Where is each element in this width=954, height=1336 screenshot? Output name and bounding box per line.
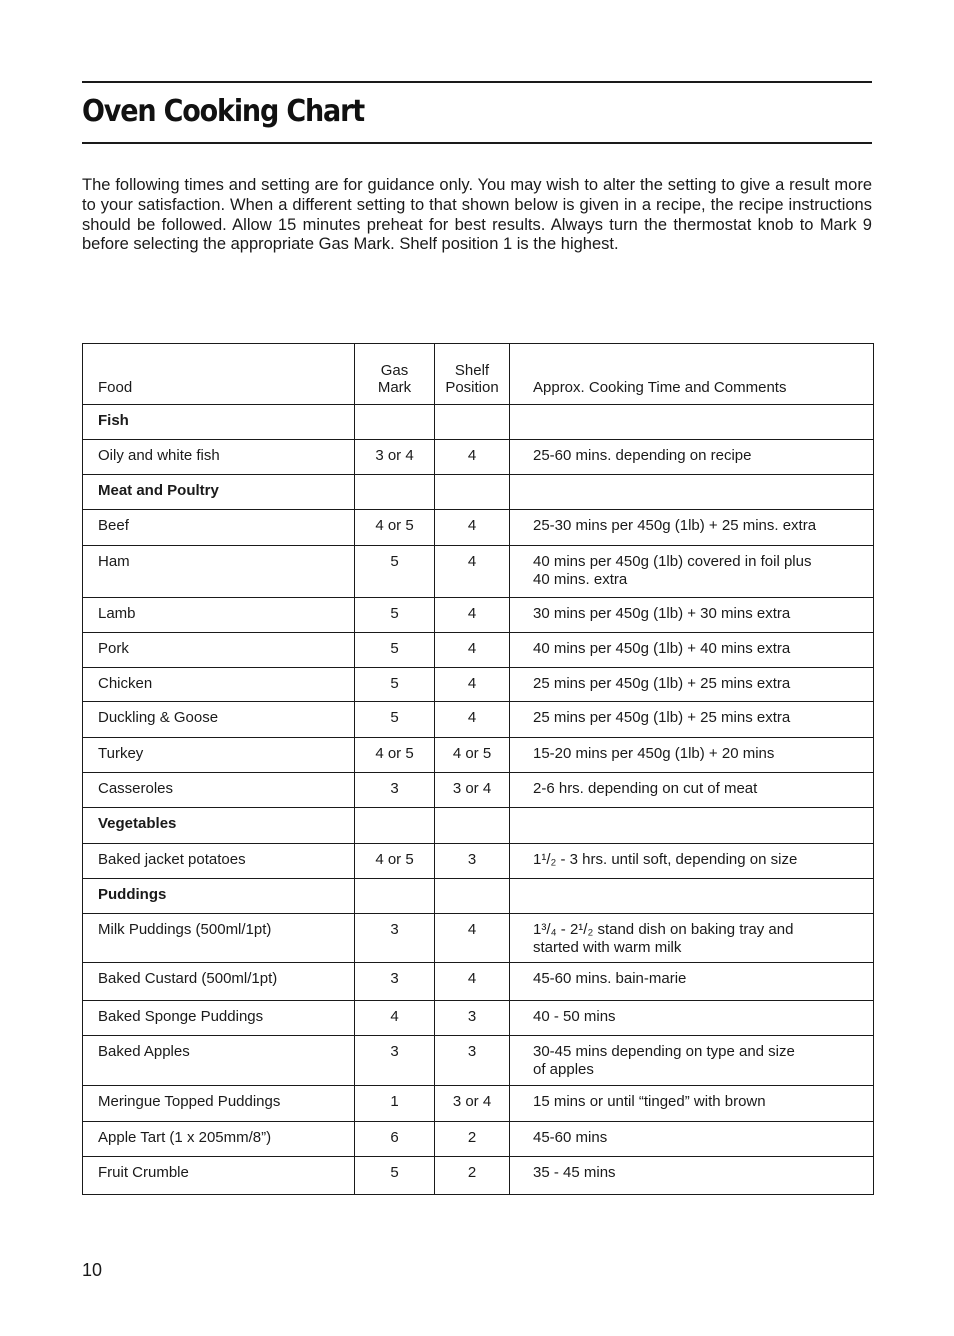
food-cell: Duckling & Goose — [83, 702, 355, 738]
empty-cell — [435, 405, 510, 440]
empty-cell — [355, 808, 435, 843]
food-cell: Oily and white fish — [83, 440, 355, 475]
header-shelf-position — [435, 344, 510, 405]
category-label: Puddings — [83, 878, 355, 913]
shelf-position-cell: 3 — [435, 1036, 510, 1086]
cooking-time-cell — [510, 702, 874, 738]
food-cell: Fruit Crumble — [83, 1156, 355, 1194]
shelf-position-cell: 3 or 4 — [435, 1086, 510, 1121]
cooking-time-cell — [510, 962, 874, 1000]
empty-cell — [435, 475, 510, 510]
table-row — [83, 913, 874, 962]
table-row — [83, 1086, 874, 1121]
empty-cell — [355, 475, 435, 510]
food-cell: Turkey — [83, 738, 355, 773]
cooking-time-line-2: 40 mins. extra — [533, 570, 628, 588]
empty-cell — [355, 405, 435, 440]
table-row — [83, 738, 874, 773]
cooking-time-line-2: started with warm milk — [533, 938, 682, 956]
food-cell: Casseroles — [83, 773, 355, 808]
shelf-position-cell: 3 — [435, 1001, 510, 1036]
cooking-time-line: 25 mins per 450g (1lb) + 25 mins extra — [533, 709, 791, 727]
empty-cell — [510, 405, 874, 440]
cooking-time-line: 25-60 mins. depending on recipe — [533, 447, 752, 465]
cooking-time-cell — [510, 1156, 874, 1194]
gas-mark-cell: 5 — [355, 1156, 435, 1194]
food-cell: Milk Puddings (500ml/1pt) — [83, 913, 355, 962]
cooking-time-line: 40 mins per 450g (1lb) + 40 mins extra — [533, 639, 791, 657]
category-row — [83, 475, 874, 510]
shelf-position-cell: 4 — [435, 510, 510, 545]
table-row — [83, 773, 874, 808]
shelf-position-cell: 4 — [435, 440, 510, 475]
shelf-position-cell: 4 — [435, 597, 510, 632]
food-cell: Baked Sponge Puddings — [83, 1001, 355, 1036]
table-row — [83, 545, 874, 597]
gas-mark-cell: 5 — [355, 667, 435, 701]
cooking-time-line: 1¹/₂ - 3 hrs. until soft, depending on size — [533, 850, 798, 868]
cooking-time-line: 15-20 mins per 450g (1lb) + 20 mins — [533, 745, 775, 763]
header-shelf-line1: Shelf — [454, 362, 490, 379]
title-underline-rule — [82, 142, 872, 144]
cooking-time-line: 25-30 mins per 450g (1lb) + 25 mins. extra — [533, 517, 817, 535]
category-row — [83, 878, 874, 913]
header-food: Food — [83, 344, 355, 405]
header-shelf-line2: Position — [445, 379, 499, 396]
cooking-time-line: 15 mins or until “tinged” with brown — [533, 1093, 766, 1111]
cooking-time-line: 1³/₄ - 2¹/₂ stand dish on baking tray and — [533, 920, 794, 938]
page-number: 10 — [82, 1260, 103, 1280]
table-row — [83, 702, 874, 738]
cooking-time-cell — [510, 1121, 874, 1156]
table-row — [83, 667, 874, 701]
cooking-time-cell — [510, 667, 874, 701]
category-row — [83, 405, 874, 440]
food-cell: Apple Tart (1 x 205mm/8”) — [83, 1121, 355, 1156]
cooking-time-line: 45-60 mins. bain-marie — [533, 969, 687, 987]
header-gas-line2: Mark — [377, 379, 412, 396]
empty-cell — [510, 808, 874, 843]
gas-mark-cell: 5 — [355, 702, 435, 738]
shelf-position-cell: 4 — [435, 962, 510, 1000]
table-row — [83, 440, 874, 475]
table-body — [83, 405, 874, 1195]
shelf-position-cell: 4 — [435, 913, 510, 962]
cooking-time-line: 2-6 hrs. depending on cut of meat — [533, 780, 758, 798]
table-row — [83, 843, 874, 878]
cooking-time-cell — [510, 913, 874, 962]
gas-mark-cell: 4 or 5 — [355, 843, 435, 878]
gas-mark-cell: 3 — [355, 773, 435, 808]
table-row — [83, 510, 874, 545]
shelf-position-cell: 2 — [435, 1156, 510, 1194]
table-row — [83, 1121, 874, 1156]
cooking-time-line: 30 mins per 450g (1lb) + 30 mins extra — [533, 604, 791, 622]
top-rule — [82, 81, 872, 83]
table-row — [83, 597, 874, 632]
shelf-position-cell: 4 — [435, 632, 510, 667]
header-gas-mark — [355, 344, 435, 405]
shelf-position-cell: 4 or 5 — [435, 738, 510, 773]
gas-mark-cell: 4 or 5 — [355, 510, 435, 545]
cooking-time-cell — [510, 545, 874, 597]
category-label: Vegetables — [83, 808, 355, 843]
cooking-time-cell — [510, 632, 874, 667]
cooking-time-line: 30-45 mins depending on type and size — [533, 1043, 795, 1061]
table-row — [83, 1001, 874, 1036]
cooking-time-cell — [510, 1086, 874, 1121]
shelf-position-cell: 3 or 4 — [435, 773, 510, 808]
empty-cell — [510, 878, 874, 913]
shelf-position-cell: 4 — [435, 545, 510, 597]
food-cell: Pork — [83, 632, 355, 667]
gas-mark-cell: 3 — [355, 913, 435, 962]
food-cell: Beef — [83, 510, 355, 545]
cooking-time-line: 40 - 50 mins — [533, 1008, 616, 1026]
cooking-time-cell — [510, 1001, 874, 1036]
header-cooking-time: Approx. Cooking Time and Comments — [510, 344, 874, 405]
category-row — [83, 808, 874, 843]
cooking-time-cell — [510, 440, 874, 475]
empty-cell — [435, 808, 510, 843]
cooking-time-line-2: of apples — [533, 1061, 594, 1079]
table-row — [83, 962, 874, 1000]
shelf-position-cell: 3 — [435, 843, 510, 878]
cooking-time-line: 25 mins per 450g (1lb) + 25 mins extra — [533, 674, 791, 692]
cooking-time-line: 40 mins per 450g (1lb) covered in foil plus — [533, 552, 812, 570]
gas-mark-cell: 5 — [355, 632, 435, 667]
gas-mark-cell: 4 or 5 — [355, 738, 435, 773]
food-cell: Chicken — [83, 667, 355, 701]
empty-cell — [355, 878, 435, 913]
gas-mark-cell: 4 — [355, 1001, 435, 1036]
table-row — [83, 1036, 874, 1086]
food-cell: Baked Custard (500ml/1pt) — [83, 962, 355, 1000]
category-label: Fish — [83, 405, 355, 440]
food-cell: Baked Apples — [83, 1036, 355, 1086]
cooking-time-cell — [510, 738, 874, 773]
empty-cell — [435, 878, 510, 913]
page-title: Oven Cooking Chart — [82, 94, 364, 129]
table-header-row — [83, 344, 874, 405]
oven-cooking-table — [82, 343, 874, 1195]
gas-mark-cell: 3 — [355, 962, 435, 1000]
intro-paragraph: The following times and setting are for guidance only. You may wish to alter the setting to give a result more to your satisfaction. When a different setting to that shown below is given in a recipe, the recipe instructions should be followed. Allow 15 minutes preheat for best results. Always turn the thermostat knob to Mark 9 before selecting the appropriate Gas Mark. Shelf position 1 is the highest. — [82, 176, 872, 254]
food-cell: Ham — [83, 545, 355, 597]
cooking-time-cell — [510, 1036, 874, 1086]
shelf-position-cell: 4 — [435, 667, 510, 701]
cooking-time-cell — [510, 510, 874, 545]
gas-mark-cell: 6 — [355, 1121, 435, 1156]
food-cell: Baked jacket potatoes — [83, 843, 355, 878]
gas-mark-cell: 3 — [355, 1036, 435, 1086]
table-row — [83, 632, 874, 667]
empty-cell — [510, 475, 874, 510]
table-row — [83, 1156, 874, 1194]
cooking-time-line: 35 - 45 mins — [533, 1163, 616, 1181]
header-gas-line1: Gas — [380, 362, 409, 379]
gas-mark-cell: 5 — [355, 597, 435, 632]
food-cell: Meringue Topped Puddings — [83, 1086, 355, 1121]
gas-mark-cell: 1 — [355, 1086, 435, 1121]
shelf-position-cell: 4 — [435, 702, 510, 738]
gas-mark-cell: 5 — [355, 545, 435, 597]
gas-mark-cell: 3 or 4 — [355, 440, 435, 475]
food-cell: Lamb — [83, 597, 355, 632]
cooking-time-line: 45-60 mins — [533, 1128, 608, 1146]
shelf-position-cell: 2 — [435, 1121, 510, 1156]
category-label: Meat and Poultry — [83, 475, 355, 510]
cooking-time-cell — [510, 773, 874, 808]
cooking-time-cell — [510, 843, 874, 878]
cooking-time-cell — [510, 597, 874, 632]
